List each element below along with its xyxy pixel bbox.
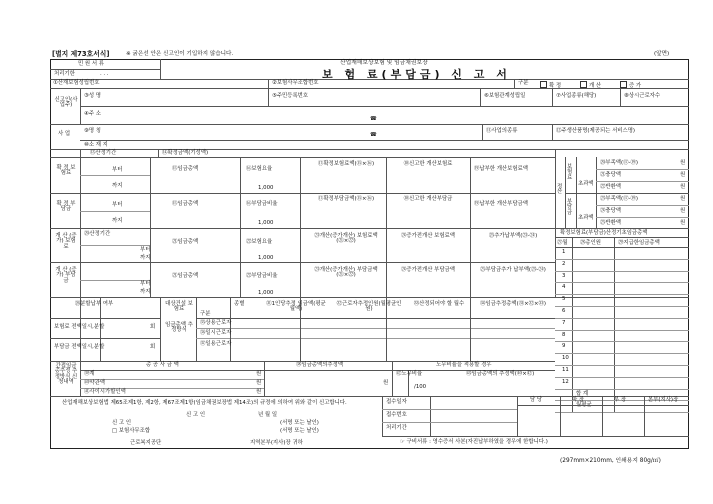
recv-number: 접수번호: [386, 412, 407, 418]
month-label: 7: [562, 319, 566, 326]
count-unit: 회: [150, 324, 156, 330]
reported-b-col: ⑱신고한 개산부담금: [403, 196, 453, 202]
law-text: 산업재해보상보험법 제65조제1항, 제2항, 제67조제1항(임금채권보장법 제14조)의 규정에 의하여 위와 같이 신고합니다.: [62, 400, 347, 406]
to-label: 까지: [112, 218, 123, 224]
approval-head: 본부(지사)장: [648, 397, 679, 403]
mid-col-months: ㉝산정되어야 할 월수: [413, 301, 465, 307]
settle-ins-label: 보험료: [567, 164, 573, 181]
declarant-sign-label: 신 고 인: [112, 420, 132, 426]
biz-start-label: 대상건설 보험료: [165, 301, 193, 313]
won-unit: 원: [256, 380, 262, 386]
wage-estimate: ㊳임금총액의추정액: [296, 362, 344, 368]
est-rate-b-col: ㉒부담금비율: [246, 273, 278, 279]
over-ins-label: ㉑충당액: [600, 172, 622, 178]
apply-labor-rate: 노무비율을 적용할 경우: [436, 362, 492, 368]
month-row-line: [555, 377, 689, 378]
month-label: 2: [562, 260, 566, 267]
regular-worker: ㉟상용근로자: [200, 320, 232, 326]
confirm-chg-row: 확 정 부담금: [56, 201, 76, 213]
est-period-label: ⑳산정기간: [84, 231, 111, 237]
mid-col-workers: ㉜근로자추정인원(월평균인원): [336, 301, 402, 313]
proc-period: 처리기간: [386, 425, 407, 431]
daily-worker: ㊲일용근로자: [200, 341, 232, 347]
month-row-line: [555, 259, 689, 260]
wage-total-header: ⑭확정금액(기성액): [162, 150, 209, 156]
confirmed-col: ⑰확정보험료액(⑮×⑯): [317, 161, 375, 167]
month-label: 10: [562, 355, 569, 362]
per-hundred: /100: [414, 384, 427, 390]
form-instruction: ※ 굵은선 안은 신고인이 기입하지 않습니다.: [126, 51, 234, 57]
won-unit: 원: [383, 380, 389, 386]
paid-wage-col: ㉙지급한임금총액: [618, 240, 660, 246]
total-contract: 총 공 사 금 액: [146, 362, 179, 368]
won-unit: 원: [680, 172, 686, 178]
excess-label: 초과액: [578, 215, 594, 221]
month-col: ㉗월: [557, 240, 568, 246]
from-label: 부터: [140, 281, 151, 287]
month-row-line: [555, 365, 689, 366]
short-ins-label: ⑳부족액(⑰-⑲): [600, 160, 638, 166]
rate-b-col: ⑯부담금비율: [246, 201, 278, 207]
product-label: ⑫주생산품명(제공되는 서비스명): [556, 128, 636, 134]
sign-or-seal: (서명 또는 날인): [280, 420, 319, 426]
month-row-line: [555, 306, 689, 307]
per-mille: 1,000: [258, 220, 274, 226]
add-chg-col: ㉕부담금추가 납부액(㉓-㉔): [480, 267, 546, 273]
est-ins-row: 개 산 (증 가) 보험료: [55, 233, 77, 250]
est-wage-col: ㉑임금총액: [172, 239, 199, 245]
short-chg-label: ㉓부족액(⑰-⑲): [600, 196, 638, 202]
mid-col-kind: 종별: [234, 301, 245, 307]
biz-kind-label: ⑪사업의종류: [486, 128, 518, 134]
class-option-confirmed[interactable]: 확 정: [536, 81, 561, 89]
month-label: 11: [562, 367, 569, 373]
est-ins-col: ㉓개산(증가개산) 보험료액(㉑×㉒): [314, 233, 378, 245]
insurance-no-label: ①산재보험성립번호: [53, 80, 100, 86]
sign-or-seal: (서명 또는 날인): [280, 428, 319, 434]
form-subtitle: 산업재해보상보험 및 임금채권보장: [340, 60, 428, 66]
declarant-name-label: ③성 명: [84, 93, 101, 99]
ins-installment[interactable]: 보험료 전액일시,분할: [54, 324, 105, 330]
per-mille: 1,000: [258, 290, 274, 296]
declarant-id-label: ⑤주민등록번호: [272, 93, 309, 99]
approval-deputy: 차 장: [572, 397, 585, 403]
calc-basis-title: 확정보험료(부담금)산정기초임금총액: [560, 230, 648, 236]
workplace-name-label: ⑨명 칭: [84, 128, 101, 134]
unpaid-b-col: ⑲납부한 개산부담금액: [474, 201, 528, 207]
wage-calc-label: 임금총액 추정방식: [165, 322, 193, 334]
month-label: 4: [562, 284, 566, 291]
month-row-line: [555, 353, 689, 354]
form-number: [별지 제73호서식]: [52, 50, 110, 58]
front-side-label: (앞면): [654, 51, 670, 57]
workers-label: ⑧상시근로자수: [624, 93, 661, 99]
per-mille: 1,000: [258, 255, 274, 261]
class-label: 구분: [518, 80, 529, 86]
won-unit: 원: [680, 196, 686, 202]
month-row-line: [555, 294, 689, 295]
terms-row: ㊵약관액: [84, 380, 106, 386]
month-row-line: [555, 271, 689, 272]
discount-row: ㊶사이시가할인액: [84, 389, 126, 395]
won-unit: 원: [256, 389, 262, 395]
processing-period-value: . . .: [100, 71, 109, 77]
from-label: 부터: [112, 167, 123, 173]
wage-est-calc: ㊸임금총액의 추정액(㊵×㊷): [466, 371, 535, 377]
est-rate-col: ㉒보험요율: [246, 239, 273, 245]
reported-col: ⑱신고한 개산보험료: [403, 161, 453, 167]
est-chg-col: ㉓개산(증가개산) 부담금액(㉑×㉒): [314, 267, 378, 279]
confirm-ins-row: 확 정 보험료: [56, 165, 76, 177]
summary-label: 월평균: [576, 402, 592, 409]
month-row-line: [555, 341, 689, 342]
month-label: 6: [562, 308, 566, 314]
from-label: 부터: [140, 247, 151, 253]
recipient-office: 지역본부(지사)장 귀하: [250, 440, 303, 446]
workplace-label: 사 업: [58, 131, 71, 137]
sum-row: ㊴계: [84, 371, 95, 377]
summary-label: 합 계: [576, 390, 589, 397]
installment-head: ㉖분할납부 여부: [74, 301, 114, 307]
sign-date: 년 월 일: [258, 412, 278, 418]
workplace-phone-icon: ☎: [370, 132, 377, 138]
to-label: 까지: [140, 255, 151, 261]
confirmed-b-col: ⑰확정부담금액(⑮×⑯): [317, 196, 375, 202]
workers-col: ㉘총인원: [580, 240, 602, 246]
declarant-addr-label: ④주 소: [84, 111, 101, 117]
month-label: 9: [562, 343, 566, 350]
processing-period-label: 처리기한: [54, 71, 75, 77]
approval-staff: 담 당: [530, 397, 543, 403]
period-label: ⑬산정기간: [90, 150, 117, 156]
month-label: 8: [562, 331, 566, 338]
excess-label: 초과액: [578, 181, 594, 187]
won-unit: 원: [256, 371, 262, 377]
to-label: 까지: [112, 183, 123, 189]
mid-col-avg-wage: ㉛1인당추정 임금액(평균월액): [266, 301, 326, 313]
count-unit: 회: [150, 344, 156, 350]
est-wage-col: ㉑임금총액: [172, 273, 199, 279]
chg-installment[interactable]: 부담금 전액일시,분할: [54, 344, 105, 350]
month-row-line: [555, 389, 689, 390]
received-docs-label: 민 원 서 류: [78, 61, 104, 67]
settle-chg-label: 부담금: [567, 199, 573, 216]
month-label: 1: [562, 249, 566, 255]
labor-ratio: ㊷노무비율: [396, 371, 423, 377]
rate-col: ⑯보험요율: [246, 166, 273, 172]
month-label: 3: [562, 272, 566, 279]
refund-ins-label: ㉒반환액: [600, 184, 622, 190]
won-unit: 원: [680, 160, 686, 166]
mid-col-wage-est: ㉞임금추정총액(㉛×㉜×㉝): [479, 301, 547, 307]
from-label: 부터: [112, 202, 123, 208]
declarant-sign-label: 신 고 인: [186, 412, 206, 418]
insured-date-label: ⑥보험관계성립일: [484, 93, 526, 99]
class-option-estimated[interactable]: 개 산: [576, 81, 601, 89]
wage-col: ⑮임금총액: [172, 201, 199, 207]
est-chg-row: 개 산 (증 가) 부담금: [55, 267, 77, 284]
form-title: 보 험 료(부담금) 신 고 서: [322, 68, 511, 81]
month-row-line: [555, 318, 689, 319]
agent-checkbox[interactable]: □ 보험사무조합: [112, 428, 151, 434]
wage-col: ⑮임금총액: [172, 166, 199, 172]
month-label: 5: [562, 296, 566, 303]
over-chg-label: ㉔충당액: [600, 208, 622, 214]
recv-date: 접수일자: [386, 399, 407, 405]
recipient: 근로복지공단: [130, 440, 162, 446]
declarant-label: 신고인(사업주): [54, 97, 78, 109]
month-label: 12: [562, 378, 569, 385]
paid-ins-col: ㉔증가전개산 보험료액: [401, 233, 455, 239]
required-docs-note: ☞ 구비서류 : 영수증서 사본(자진납부하였을 경우에 한합니다.): [400, 439, 548, 445]
temp-worker: ㊱일시근로자: [200, 330, 232, 336]
estimation-label: 간접임금 총추정 추정방식 신청내역: [54, 363, 78, 386]
agent-no-label: ②보험사무조합번호: [272, 80, 319, 86]
class-option-increase[interactable]: 증 가: [616, 81, 641, 89]
month-row-line: [555, 412, 689, 413]
workplace-addr-label: ⑩소 재 지: [84, 142, 108, 148]
paid-chg-col: ㉔증가전개산 부담금액: [401, 267, 455, 273]
won-unit: 원: [680, 184, 686, 190]
class-col-label: 구분: [200, 311, 211, 317]
settle-label: 정산: [557, 184, 563, 196]
approval-manager: 부 장: [614, 397, 627, 403]
to-label: 까지: [140, 289, 151, 295]
refund-chg-label: ㉕반환액: [600, 220, 622, 226]
unpaid-col: ⑲납부한 개산보험료액: [474, 166, 528, 172]
per-mille: 1,000: [258, 185, 274, 191]
month-row-line: [555, 330, 689, 331]
paper-spec: (297mm×210mm, 인쇄용지 80g/㎡): [560, 458, 661, 464]
won-unit: 원: [680, 208, 686, 214]
won-unit: 원: [680, 220, 686, 226]
declarant-phone-icon: ☎: [370, 116, 377, 122]
biz-type-label: ⑦사업종류(해당): [556, 93, 597, 99]
month-row-line: [555, 282, 689, 283]
add-ins-col: ㉕추가납부액(㉓-㉔): [488, 233, 538, 239]
